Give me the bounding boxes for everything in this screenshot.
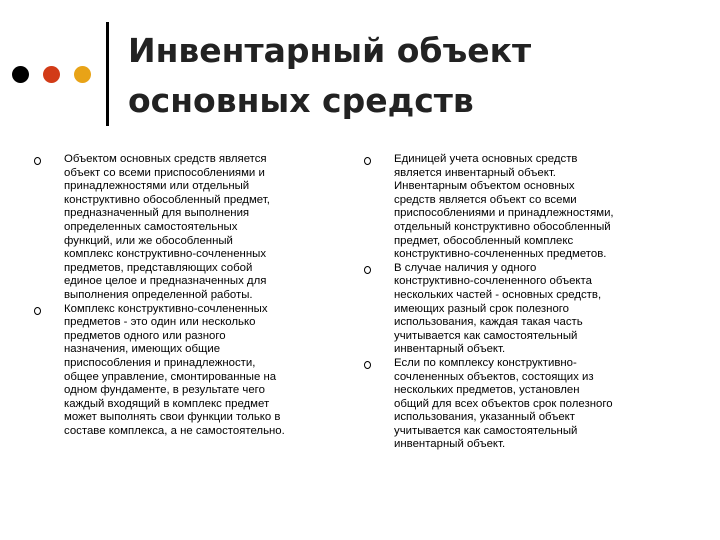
text-line: конструктивно обособленный предмет, [64, 193, 270, 206]
text-line: Единицей учета основных средств [394, 153, 578, 165]
text-line: предназначенный для выполнения [64, 207, 250, 220]
text-line: единое целое и предназначенных для [64, 275, 267, 288]
text-line: Объектом основных средств является [64, 153, 267, 165]
bullet-item [364, 153, 704, 262]
text-line: одном фундаменте, в результате чего [64, 384, 265, 397]
text-line: конструктивно-сочлененного объекта [394, 275, 592, 288]
text-line: Если по комплексу конструктивно- [394, 356, 577, 369]
decor-dot-black [12, 66, 29, 83]
title-divider [106, 22, 109, 126]
text-line: принадлежностями или отдельный [64, 180, 250, 193]
text-line: назначения, имеющих общие [64, 343, 221, 356]
text-line: приспособлениями и принадлежностями, [394, 207, 614, 220]
left-column [34, 153, 344, 438]
text-line: Инвентарным объектом основных [394, 180, 575, 193]
text-line: общее управление, смонтированные на [64, 370, 277, 383]
decor-dot-orange [74, 66, 91, 83]
text-line: использования, указанный объект [394, 411, 575, 424]
text-line: объект со всеми приспособлениями и [64, 166, 265, 179]
text-line: предметов, представляющих собой [64, 261, 253, 274]
text-line: отдельный конструктивно обособленный [394, 220, 611, 233]
text-line: В случае наличия у одного [394, 261, 537, 274]
text-line: комплекс конструктивно-сочлененных [64, 248, 267, 261]
bullet-circle-icon [364, 361, 371, 369]
bullet-circle-icon [34, 157, 41, 165]
text-line: нескольких частей - основных средств, [394, 288, 602, 301]
bullet-text [394, 262, 704, 357]
text-line: имеющих разный срок полезного [394, 302, 570, 315]
text-line: сочлененных объектов, состоящих из [394, 370, 594, 383]
bullet-item [364, 357, 704, 452]
bullet-text [64, 303, 344, 439]
title-line-2: основных средств [128, 81, 474, 120]
bullet-item [34, 303, 344, 439]
text-line: средств является объект со всеми [394, 193, 577, 206]
text-line: составе комплекса, а не самостоятельно. [64, 424, 285, 437]
text-line: функций, или же обособленный [64, 234, 233, 247]
bullet-text [394, 357, 704, 452]
text-line: нескольких предметов, установлен [394, 384, 580, 397]
bullet-circle-icon [34, 307, 41, 315]
text-line: использования, каждая такая часть [394, 316, 583, 329]
text-line: предметов одного или разного [64, 329, 226, 342]
text-line: может выполнять свои функции только в [64, 411, 281, 424]
text-line: конструктивно-сочлененных предметов. [394, 248, 607, 261]
text-line: инвентарный объект. [394, 343, 506, 356]
slide-title [128, 26, 708, 126]
bullet-text [394, 153, 704, 262]
decor-dot-red [43, 66, 60, 83]
text-line: инвентарный объект. [394, 438, 506, 451]
text-line: предмет, обособленный комплекс [394, 234, 574, 247]
bullet-item [364, 262, 704, 357]
text-line: Комплекс конструктивно-сочлененных [64, 302, 268, 315]
text-line: учитывается как самостоятельный [394, 329, 578, 342]
text-line: выполнения определенной работы. [64, 288, 253, 301]
text-line: каждый входящий в комплекс предмет [64, 397, 270, 410]
text-line: является инвентарный объект. [394, 166, 556, 179]
bullet-circle-icon [364, 266, 371, 274]
right-column [364, 153, 704, 452]
bullet-circle-icon [364, 157, 371, 165]
text-line: предметов - это один или несколько [64, 316, 256, 329]
bullet-text [64, 153, 344, 303]
title-line-1: Инвентарный объект [128, 31, 532, 70]
text-line: определенных самостоятельных [64, 220, 238, 233]
bullet-item [34, 153, 344, 303]
text-line: учитывается как самостоятельный [394, 424, 578, 437]
text-line: общий для всех объектов срок полезного [394, 397, 613, 410]
text-line: приспособления и принадлежности, [64, 356, 256, 369]
